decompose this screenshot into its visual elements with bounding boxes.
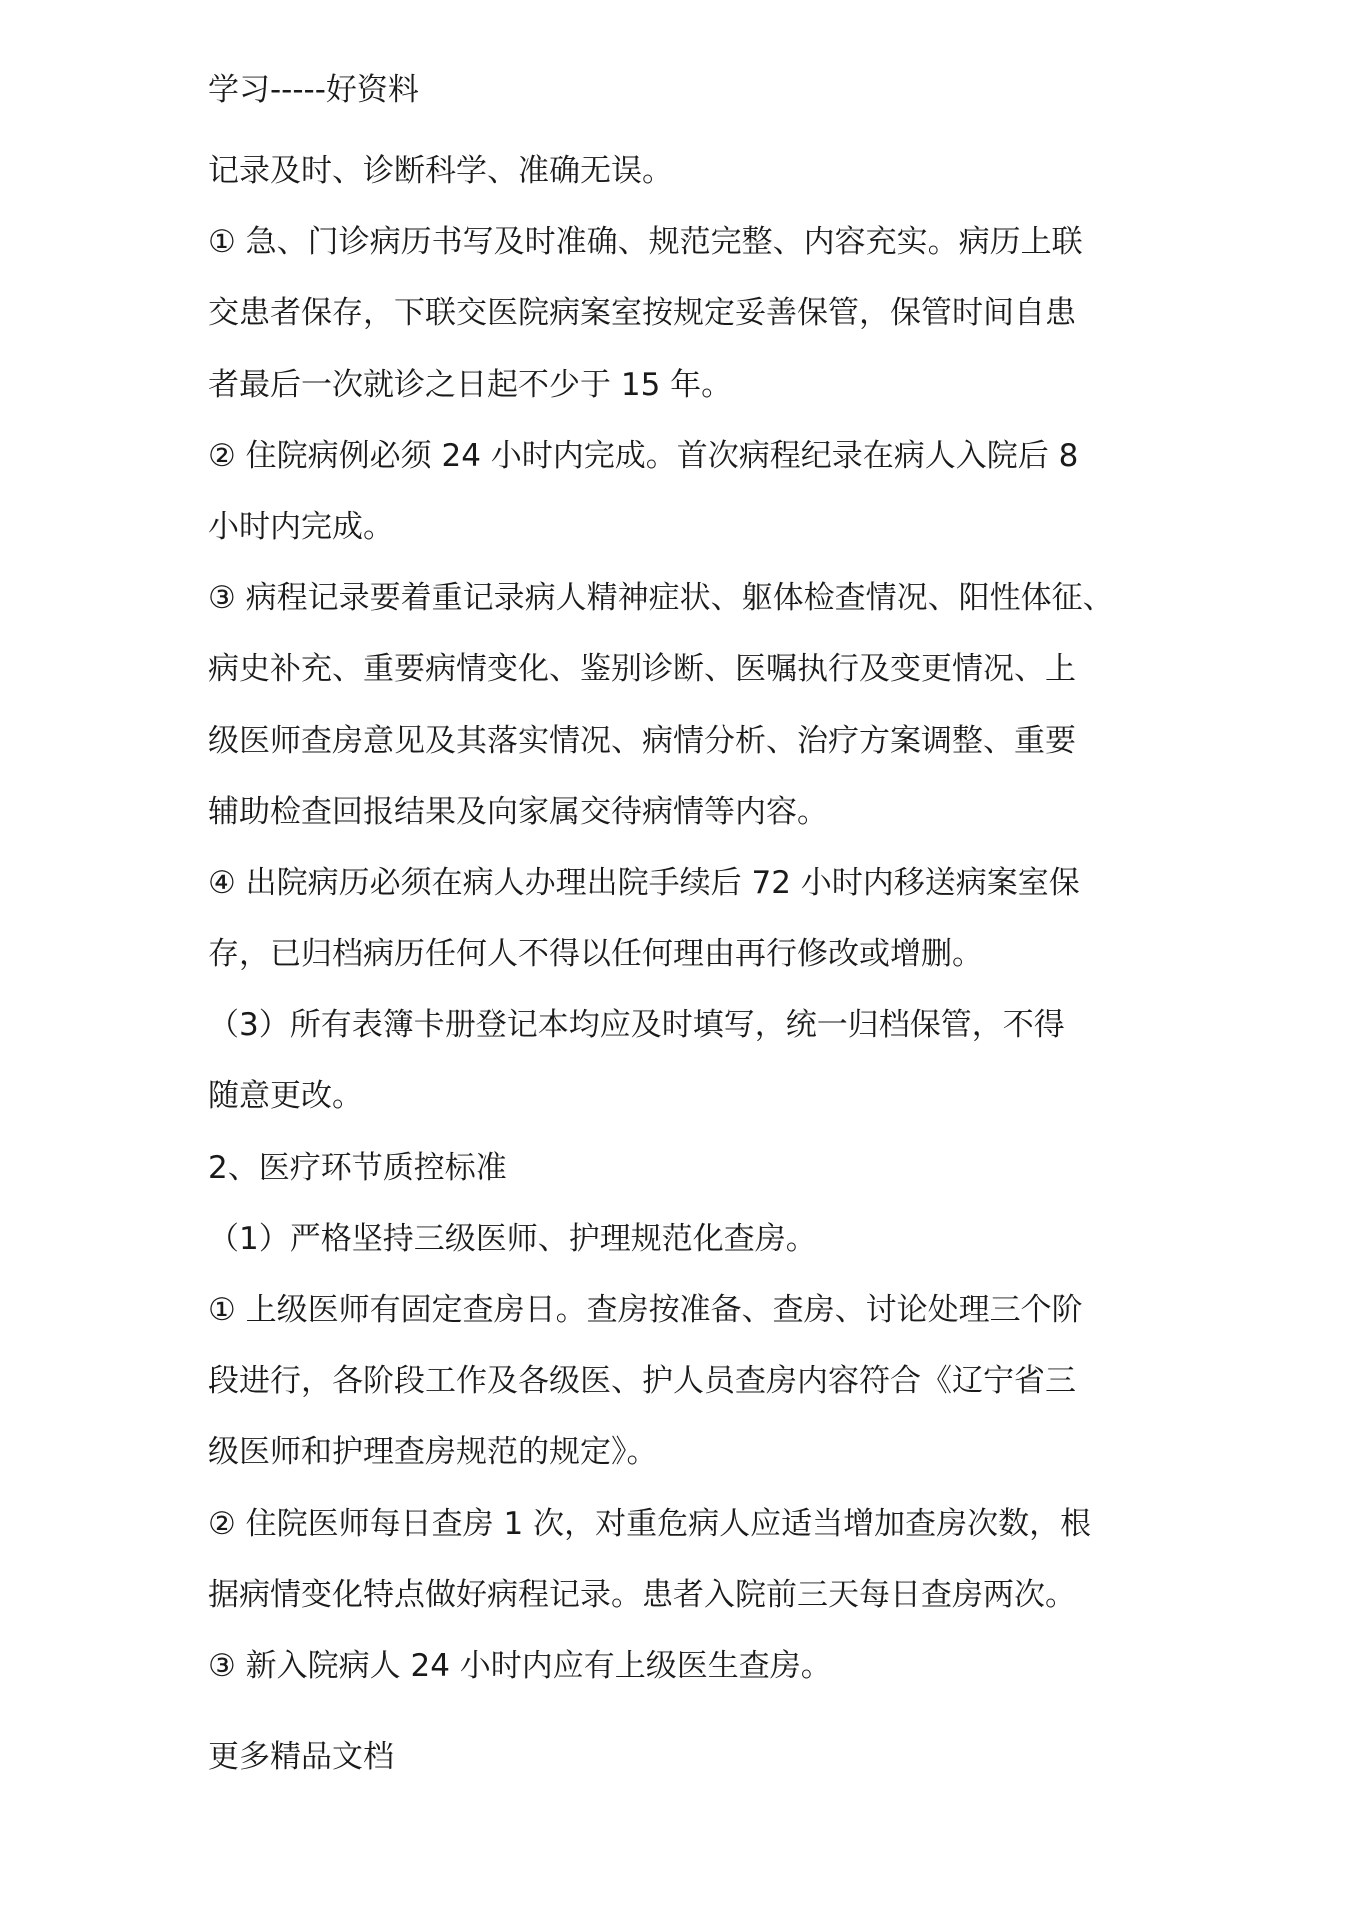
text-line: ② 住院医师每日查房 1 次，对重危病人应适当增加查房次数，根 <box>208 1505 1092 1542</box>
text-line: 辅助检查回报结果及向家属交待病情等内容。 <box>208 793 828 830</box>
text-line: 小时内完成。 <box>208 508 394 545</box>
text-line: 据病情变化特点做好病程记录。患者入院前三天每日查房两次。 <box>208 1576 1076 1613</box>
text-line: 段进行，各阶段工作及各级医、护人员查房内容符合《辽宁省三 <box>208 1363 1076 1400</box>
text-line: 者最后一次就诊之日起不少于 15 年。 <box>208 366 733 403</box>
document-body <box>208 136 1188 1702</box>
text-line: 病史补充、重要病情变化、鉴别诊断、医嘱执行及变更情况、上 <box>208 651 1076 688</box>
page-footer: 更多精品文档 <box>208 1739 394 1775</box>
text-line: 级医师查房意见及其落实情况、病情分析、治疗方案调整、重要 <box>208 722 1076 759</box>
text-line: ① 急、门诊病历书写及时准确、规范完整、内容充实。病历上联 <box>208 224 1083 261</box>
section-heading: 2、医疗环节质控标准 <box>208 1149 507 1186</box>
text-line: 记录及时、诊断科学、准确无误。 <box>208 153 673 189</box>
text-line: 随意更改。 <box>208 1078 363 1115</box>
text-line: ① 上级医师有固定查房日。查房按准备、查房、讨论处理三个阶 <box>208 1292 1083 1328</box>
text-line: （1）严格坚持三级医师、护理规范化查房。 <box>208 1220 817 1257</box>
text-line: 交患者保存，下联交医院病案室按规定妥善保管，保管时间自患 <box>208 295 1076 332</box>
text-line: ③ 新入院病人 24 小时内应有上级医生查房。 <box>208 1647 832 1684</box>
text-line: 级医师和护理查房规范的规定》。 <box>208 1434 658 1471</box>
text-line: ④ 出院病历必须在病人办理出院手续后 72 小时内移送病案室保 <box>208 864 1080 901</box>
text-line: （3）所有表簿卡册登记本均应及时填写，统一归档保管，不得 <box>208 1007 1065 1044</box>
page-header: 学习-----好资料 <box>208 72 419 108</box>
text-line: ② 住院病例必须 24 小时内完成。首次病程纪录在病人入院后 8 <box>208 437 1079 474</box>
text-line: ③ 病程记录要着重记录病人精神症状、躯体检查情况、阳性体征、 <box>208 580 1114 617</box>
text-line: 存，已归档病历任何人不得以任何理由再行修改或增删。 <box>208 936 983 973</box>
